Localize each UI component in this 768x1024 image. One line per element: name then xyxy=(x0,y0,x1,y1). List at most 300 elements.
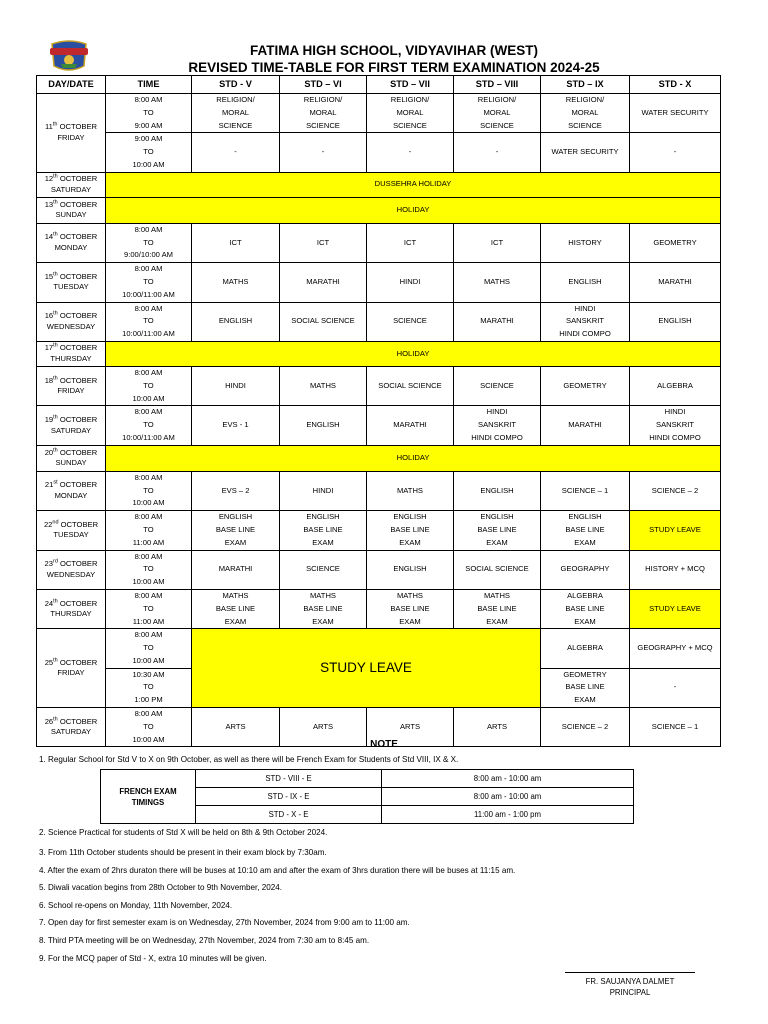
day-date xyxy=(37,272,105,283)
day-month: OCTOBER xyxy=(59,174,98,184)
subject-cell xyxy=(367,550,454,589)
subject-cell xyxy=(367,263,454,302)
day-date xyxy=(37,559,105,570)
day-date-cell xyxy=(37,172,106,197)
subject-line: ENGLISH xyxy=(568,276,602,286)
subject-cell xyxy=(454,471,541,510)
subject-line: GEOMETRY xyxy=(653,237,697,247)
day-suffix: th xyxy=(53,173,58,180)
subject-cell xyxy=(454,302,541,341)
french-time: 8:00 am - 10:00 am xyxy=(382,770,634,788)
subject-line: HINDI xyxy=(312,485,334,495)
subject-cell xyxy=(280,406,367,445)
day-month: OCTOBER xyxy=(59,447,98,457)
day-suffix: nd xyxy=(52,519,59,526)
subject-cell xyxy=(454,406,541,445)
subject-line: HINDI COMPO xyxy=(471,432,523,442)
day-number: 17 xyxy=(44,343,54,353)
document-header xyxy=(0,42,768,76)
day-of-week: SUNDAY xyxy=(55,458,87,468)
time-line: TO xyxy=(143,316,154,326)
french-label-line: TIMINGS xyxy=(131,797,165,807)
subject-cell xyxy=(630,263,721,302)
school-title: FATIMA HIGH SCHOOL, VIDYAVIHAR (WEST) xyxy=(249,43,538,58)
subject-line: ARTS xyxy=(225,721,246,731)
subject-cell xyxy=(454,263,541,302)
subject-line: ARTS xyxy=(312,721,334,731)
day-number: 18 xyxy=(44,375,54,385)
time-cell xyxy=(106,302,192,341)
time-cell xyxy=(106,629,192,668)
subject-line: ENGLISH xyxy=(568,512,602,522)
subject-cell xyxy=(192,302,280,341)
french-exam-table xyxy=(100,769,634,824)
note-9: 9. For the MCQ paper of Std - X, extra 10 minutes will be given. xyxy=(39,954,267,963)
day-suffix: rd xyxy=(53,558,58,565)
subject-line: - xyxy=(673,682,677,692)
subject-cell xyxy=(454,223,541,262)
subject-line: SCIENCE xyxy=(218,120,253,130)
day-suffix: th xyxy=(53,310,58,317)
subject-line: BASE LINE xyxy=(565,682,605,692)
time-line: TO xyxy=(143,276,154,286)
day-number: 21 xyxy=(44,480,54,490)
subject-line: ENGLISH xyxy=(306,420,340,430)
time-line: TO xyxy=(143,682,154,692)
day-date-cell xyxy=(37,445,106,471)
subject-line: MARATHI xyxy=(306,276,340,286)
subject-line: MORAL xyxy=(396,107,424,117)
subject-cell xyxy=(541,366,630,405)
subject-line: ENGLISH xyxy=(218,512,253,522)
subject-cell xyxy=(367,223,454,262)
subject-line: EVS – 2 xyxy=(221,485,250,495)
subject-cell xyxy=(367,133,454,172)
day-date-cell xyxy=(37,197,106,223)
subject-line: ICT xyxy=(490,237,504,247)
subject-line: MATHS xyxy=(396,485,423,495)
holiday-cell: HOLIDAY xyxy=(106,445,721,471)
time-line: 10:30 AM xyxy=(132,669,165,679)
subject-line: BASE LINE xyxy=(477,524,517,534)
time-line: 10:00 AM xyxy=(132,393,165,403)
subject-cell xyxy=(367,366,454,405)
subject-line: EXAM xyxy=(224,537,247,547)
subject-line: RELIGION/ xyxy=(216,95,255,104)
time-line: 8:00 AM xyxy=(134,407,163,417)
day-of-week: FRIDAY xyxy=(57,132,85,142)
subject-cell xyxy=(280,589,367,628)
time-cell xyxy=(106,589,192,628)
subject-line: EXAM xyxy=(574,695,596,705)
principal-title: PRINCIPAL xyxy=(609,988,651,997)
day-date-cell xyxy=(37,550,106,589)
subject-cell xyxy=(541,511,630,550)
subject-cell xyxy=(280,133,367,172)
subject-line: HINDI xyxy=(399,276,421,286)
table-row xyxy=(37,172,721,197)
subject-cell xyxy=(192,550,280,589)
subject-line: EXAM xyxy=(486,537,508,547)
subject-cell xyxy=(541,94,630,133)
time-line: 8:00 AM xyxy=(134,224,163,234)
table-row xyxy=(37,511,721,550)
subject-line: BASE LINE xyxy=(390,603,430,613)
time-line: TO xyxy=(143,107,154,117)
time-line: TO xyxy=(143,420,154,430)
subject-line: EXAM xyxy=(312,537,334,547)
subject-line: RELIGION/ xyxy=(565,95,605,104)
day-of-week: SATURDAY xyxy=(50,184,92,194)
note-4: 4. After the exam of 2hrs duraton there will be buses at 10:10 am and after the exam of 3hrs duration there will be buses at 11:15 am. xyxy=(39,866,516,875)
subject-line: SOCIAL SCIENCE xyxy=(465,564,529,574)
day-month: OCTOBER xyxy=(59,415,98,425)
timetable-header-row xyxy=(37,76,721,94)
time-line: TO xyxy=(143,485,154,495)
subject-line: SANSKRIT xyxy=(478,420,516,430)
holiday-cell: DUSSEHRA HOLIDAY xyxy=(106,172,721,197)
time-line: TO xyxy=(143,603,154,613)
subject-line: ALGEBRA xyxy=(567,643,603,653)
subject-cell xyxy=(630,133,721,172)
table-row xyxy=(37,406,721,445)
day-of-week: TUESDAY xyxy=(53,282,89,292)
subject-line: BASE LINE xyxy=(215,603,256,613)
time-line: TO xyxy=(143,524,154,534)
subject-cell xyxy=(367,471,454,510)
day-date xyxy=(37,122,105,133)
subject-cell xyxy=(630,471,721,510)
col-header-std-x: STD - X xyxy=(630,76,721,94)
note-title: NOTE xyxy=(370,739,398,750)
day-suffix: st xyxy=(53,479,58,486)
day-of-week: MONDAY xyxy=(54,490,88,500)
time-line: TO xyxy=(143,147,154,157)
day-suffix: th xyxy=(53,598,58,605)
time-line: 10:00 AM xyxy=(132,655,165,665)
subject-cell xyxy=(541,471,630,510)
note-7: 7. Open day for first semester exam is on Wednesday, 27th November, 2024 from 9:00 am to 11:00 am. xyxy=(39,918,410,927)
subject-line: SCIENCE – 1 xyxy=(651,721,699,731)
subject-line: SCIENCE – 2 xyxy=(651,485,699,495)
subject-line: MORAL xyxy=(221,107,249,117)
subject-cell xyxy=(630,550,721,589)
subject-line: ENGLISH xyxy=(480,512,514,522)
french-time: 11:00 am - 1:00 pm xyxy=(382,806,634,824)
subject-line: ICT xyxy=(403,237,417,247)
subject-cell xyxy=(630,589,721,628)
time-line: 9:00/10:00 AM xyxy=(124,250,173,260)
col-header-std-v: STD - V xyxy=(192,76,280,94)
day-date-cell xyxy=(37,471,106,510)
day-suffix: th xyxy=(53,716,58,723)
col-header-std-vi: STD – VI xyxy=(280,76,367,94)
timetable-body xyxy=(37,94,721,747)
day-month: OCTOBER xyxy=(59,122,98,132)
subject-line: EVS - 1 xyxy=(222,420,249,430)
subject-line: MATHS xyxy=(309,380,336,390)
day-date-cell xyxy=(37,589,106,628)
col-header-time: TIME xyxy=(106,76,192,94)
subject-line: BASE LINE xyxy=(215,524,256,534)
day-of-week: MONDAY xyxy=(54,242,88,252)
subject-cell xyxy=(192,589,280,628)
subject-line: MORAL xyxy=(309,107,337,117)
subject-cell xyxy=(630,629,721,668)
subject-line: SANSKRIT xyxy=(566,316,604,326)
day-number: 15 xyxy=(44,271,54,281)
day-suffix: th xyxy=(52,121,58,128)
subject-line: GEOMETRY xyxy=(563,380,607,390)
subject-line: EXAM xyxy=(312,616,334,626)
signature-block xyxy=(560,976,700,998)
time-line: TO xyxy=(143,380,154,390)
day-number: 13 xyxy=(44,199,54,209)
subject-line: SOCIAL SCIENCE xyxy=(378,380,442,390)
subject-line: RELIGION/ xyxy=(477,95,517,104)
time-line: 8:00 AM xyxy=(134,709,163,719)
subject-line: HISTORY + MCQ xyxy=(645,564,705,574)
subject-line: MATHS xyxy=(222,590,249,600)
day-of-week: SUNDAY xyxy=(55,210,87,220)
subject-cell xyxy=(367,302,454,341)
day-date xyxy=(37,376,105,387)
subject-line: EXAM xyxy=(399,616,421,626)
day-date-cell xyxy=(37,302,106,341)
subject-cell xyxy=(280,471,367,510)
subject-line: ENGLISH xyxy=(658,316,692,326)
day-of-week: WEDNESDAY xyxy=(46,321,96,331)
day-month: OCTOBER xyxy=(59,480,98,490)
subject-cell xyxy=(541,589,630,628)
subject-line: SCIENCE xyxy=(393,120,427,130)
subject-line: HINDI xyxy=(486,407,508,417)
time-cell xyxy=(106,550,192,589)
subject-cell xyxy=(192,406,280,445)
subject-cell xyxy=(454,589,541,628)
subject-line: - xyxy=(408,147,412,157)
subject-cell xyxy=(192,263,280,302)
subject-line: HINDI xyxy=(225,380,246,390)
subject-line: BASE LINE xyxy=(477,603,517,613)
subject-line: - xyxy=(321,147,325,157)
subject-line: ARTS xyxy=(486,721,508,731)
subject-cell xyxy=(630,94,721,133)
note-2: 2. Science Practical for students of Std X will be held on 8th & 9th October 2024. xyxy=(39,828,328,837)
subject-cell xyxy=(630,668,721,707)
subject-line: ALGEBRA xyxy=(657,380,693,390)
subject-line: - xyxy=(495,147,499,157)
subject-cell xyxy=(541,133,630,172)
time-cell xyxy=(106,223,192,262)
time-line: 8:00 AM xyxy=(134,264,163,274)
time-line: 8:00 AM xyxy=(134,303,163,313)
time-line: 9:00 AM xyxy=(134,134,163,144)
subject-cell xyxy=(280,263,367,302)
day-month: OCTOBER xyxy=(59,657,98,667)
day-of-week: SATURDAY xyxy=(50,425,92,435)
subject-cell xyxy=(454,133,541,172)
time-line: 8:00 AM xyxy=(134,551,163,561)
subject-cell xyxy=(192,471,280,510)
subject-cell xyxy=(541,223,630,262)
day-number: 26 xyxy=(44,716,54,726)
subject-line: HINDI COMPO xyxy=(559,329,611,339)
time-line: TO xyxy=(143,721,154,731)
note-6: 6. School re-opens on Monday, 11th November, 2024. xyxy=(39,901,233,910)
time-line: 8:00 AM xyxy=(134,590,163,600)
day-month: OCTOBER xyxy=(59,199,98,209)
subject-line: MORAL xyxy=(571,107,599,117)
subject-line: MATHS xyxy=(396,590,423,600)
table-row xyxy=(37,471,721,510)
time-line: 8:00 AM xyxy=(134,472,163,482)
subject-cell xyxy=(192,511,280,550)
subject-line: WATER SECURITY xyxy=(641,107,709,117)
day-date-cell xyxy=(37,406,106,445)
subject-line: ENGLISH xyxy=(393,564,427,574)
subject-line: WATER SECURITY xyxy=(551,147,619,157)
subject-cell xyxy=(367,511,454,550)
time-line: 8:00 AM xyxy=(134,95,163,104)
time-line: 10:00/11:00 AM xyxy=(122,432,175,442)
day-date xyxy=(37,415,105,426)
day-date xyxy=(37,232,105,243)
subject-line: BASE LINE xyxy=(303,603,343,613)
subject-line: MATHS xyxy=(483,590,510,600)
study-leave-cell: STUDY LEAVE xyxy=(192,629,541,708)
subject-line: ARTS xyxy=(399,721,421,731)
subject-line: BASE LINE xyxy=(303,524,343,534)
subject-line: STUDY LEAVE xyxy=(649,524,701,534)
table-row xyxy=(37,133,721,172)
subject-line: EXAM xyxy=(574,537,596,547)
subject-cell xyxy=(280,366,367,405)
day-suffix: th xyxy=(53,657,58,664)
day-number: 12 xyxy=(44,174,54,184)
day-month: OCTOBER xyxy=(59,343,98,353)
day-of-week: FRIDAY xyxy=(57,386,85,396)
day-date xyxy=(37,448,105,459)
time-line: 1:00 PM xyxy=(134,695,163,705)
day-of-week: THURSDAY xyxy=(50,609,92,619)
subject-line: SCIENCE – 1 xyxy=(561,485,609,495)
day-number: 23 xyxy=(44,559,53,569)
subject-line: RELIGION/ xyxy=(390,95,430,104)
day-number: 24 xyxy=(44,598,54,608)
note-1: 1. Regular School for Std V to X on 9th October, as well as there will be French Exam for Students of Std VIII, IX & X. xyxy=(39,755,459,764)
table-row xyxy=(37,589,721,628)
subject-line: ENGLISH xyxy=(480,485,514,495)
day-suffix: th xyxy=(53,375,58,382)
subject-line: SCIENCE xyxy=(480,380,514,390)
subject-line: HINDI COMPO xyxy=(649,432,701,442)
time-cell xyxy=(106,366,192,405)
time-line: 10:00 AM xyxy=(132,577,165,587)
french-row xyxy=(101,770,634,788)
subject-line: SCIENCE xyxy=(568,120,602,130)
day-month: OCTOBER xyxy=(59,311,98,321)
subject-line: EXAM xyxy=(224,616,247,626)
subject-cell xyxy=(630,366,721,405)
day-number: 11 xyxy=(44,122,53,132)
day-date xyxy=(37,311,105,322)
day-month: OCTOBER xyxy=(59,598,98,608)
subject-line: MATHS xyxy=(309,590,336,600)
day-month: OCTOBER xyxy=(59,375,98,385)
day-number: 16 xyxy=(44,311,54,321)
french-time: 8:00 am - 10:00 am xyxy=(382,788,634,806)
col-header-std-viii: STD – VIII xyxy=(454,76,541,94)
time-line: 11:00 AM xyxy=(132,616,165,626)
day-month: OCTOBER xyxy=(59,232,98,242)
french-std: STD - IX - E xyxy=(196,788,382,806)
day-number: 20 xyxy=(44,447,54,457)
day-month: OCTOBER xyxy=(60,559,98,569)
subject-line: - xyxy=(673,147,677,157)
table-row xyxy=(37,223,721,262)
note-3: 3. From 11th October students should be present in their exam block by 7:30am. xyxy=(39,848,327,857)
day-suffix: th xyxy=(53,447,58,454)
note-5: 5. Diwali vacation begins from 28th October to 9th November, 2024. xyxy=(39,883,282,892)
subject-line: EXAM xyxy=(574,616,596,626)
subject-cell xyxy=(280,550,367,589)
note-8: 8. Third PTA meeting will be on Wednesday, 27th November, 2024 from 7:30 am to 8:45 am. xyxy=(39,936,370,945)
day-month: OCTOBER xyxy=(59,716,98,726)
subject-line: GEOMETRY xyxy=(563,669,607,679)
subject-cell xyxy=(192,223,280,262)
subject-cell xyxy=(541,629,630,668)
time-line: 10:00 AM xyxy=(132,498,165,508)
subject-line: MORAL xyxy=(483,107,511,117)
day-of-week: FRIDAY xyxy=(57,668,85,678)
day-date-cell xyxy=(37,629,106,708)
subject-line: MARATHI xyxy=(480,316,514,326)
time-cell xyxy=(106,511,192,550)
day-suffix: th xyxy=(53,199,58,206)
time-line: 8:00 AM xyxy=(134,367,163,377)
day-month: OCTOBER xyxy=(59,271,98,281)
day-of-week: THURSDAY xyxy=(50,353,92,363)
principal-name: FR. SAUJANYA DALMET xyxy=(585,977,675,986)
table-row xyxy=(37,263,721,302)
subject-line: GEOGRAPHY + MCQ xyxy=(637,643,713,653)
subject-cell xyxy=(280,302,367,341)
table-row xyxy=(37,197,721,223)
time-line: TO xyxy=(143,564,154,574)
time-line: 10:00/11:00 AM xyxy=(122,289,175,299)
day-date xyxy=(37,174,105,185)
day-date xyxy=(37,658,105,669)
table-row xyxy=(37,302,721,341)
subject-line: BASE LINE xyxy=(565,603,605,613)
time-line: TO xyxy=(143,237,154,247)
day-suffix: th xyxy=(53,342,58,349)
subject-line: MARATHI xyxy=(393,420,427,430)
subject-cell xyxy=(541,263,630,302)
subject-line: SCIENCE xyxy=(306,564,340,574)
table-row xyxy=(37,445,721,471)
subject-cell xyxy=(630,511,721,550)
french-label-line: FRENCH EXAM xyxy=(119,786,177,796)
col-header-std-ix: STD – IX xyxy=(541,76,630,94)
subject-cell xyxy=(541,550,630,589)
col-header-day-date: DAY/DATE xyxy=(37,76,106,94)
subject-cell xyxy=(280,94,367,133)
subject-cell xyxy=(454,550,541,589)
subject-cell xyxy=(192,94,280,133)
subject-line: MARATHI xyxy=(658,276,692,286)
